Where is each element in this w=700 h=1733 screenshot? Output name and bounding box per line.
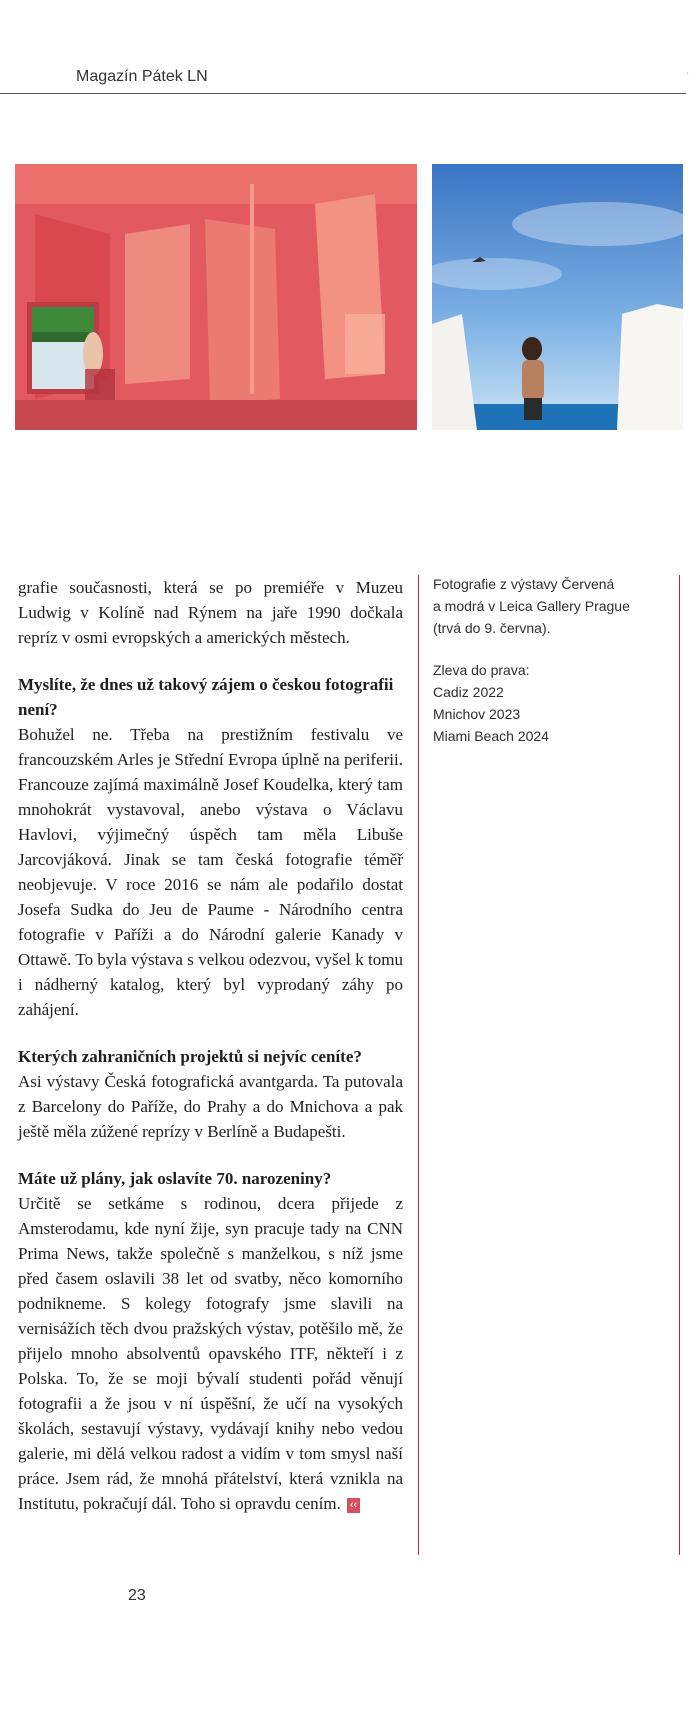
interview-answer-last <box>18 1191 403 1516</box>
caption-line: Miami Beach 2024 <box>433 728 549 744</box>
interview-question: Kterých zahraničních projektů si nejvíc ceníte? <box>18 1047 362 1066</box>
beach-blue-sky-photo <box>432 164 683 430</box>
corner-mark: ´ <box>686 72 690 83</box>
right-margin-rule <box>679 575 680 1555</box>
interview-question: Máte už plány, jak oslavíte 70. narozeniny? <box>18 1169 332 1188</box>
header-divider <box>0 93 686 94</box>
caption-line: Fotografie z výstavy Červená <box>433 576 615 592</box>
sidebar-divider <box>418 575 419 1555</box>
caption-line: Mnichov 2023 <box>433 706 521 722</box>
caption-line: Cadiz 2022 <box>433 684 504 700</box>
photo-caption <box>433 573 673 747</box>
article-body <box>18 575 403 1516</box>
end-of-article-icon: ‹‹ <box>347 1498 360 1513</box>
caption-line: Zleva do prava: <box>433 662 530 678</box>
caption-line: a modrá v Leica Gallery Prague <box>433 598 630 614</box>
red-interior-photo <box>15 164 417 430</box>
interview-question: Myslíte, že dnes už takový zájem o českou fotografii není? <box>18 675 394 719</box>
magazine-title: Magazín Pátek LN <box>76 68 208 85</box>
caption-line: (trvá do 9. června). <box>433 620 551 636</box>
interview-answer: Asi výstavy Česká fotografická avantgarda. Ta putovala z Barcelony do Paříže, do Prahy a do Mnichova a pak ještě měla zúžené reprízy v Berlíně a Budapešti. <box>18 1072 403 1141</box>
page-number: 23 <box>128 1587 146 1604</box>
interview-answer: Určitě se setkáme s rodinou, dcera přijede z Amsterodamu, kde nyní žije, syn pracuje tady na CNN Prima News, takže společně s manželkou, s níž jsme před časem oslavili 38 let od svatby, něco komorního podnikneme. S kolegy fotografy jsme slavili na vernisážích těch dvou pražských výstav, potěšilo mě, že přijelo mnoho absolventů opavského ITF, někteří i z Polska. To, že se moji bývalí studenti pořád věnují fotografii a že jsou v ní úspěšní, že učí na vysokých školách, sestavují výstavy, vydávají knihy nebo vedou galerie, mi dělá velkou radost a vidím v tom smysl naší práce. Jsem rád, že mnohá přátelství, která vznikla na Institutu, pokračují dál. Toho si opravdu cením. <box>18 1194 403 1513</box>
interview-answer: Bohužel ne. Třeba na prestižním festivalu ve francouzském Arles je Střední Evropa úplně na periferii. Francouze zajímá maximálně Josef Koudelka, který tam mnohokrát vystavoval, anebo výstava o Václavu Havlovi, výjimečný úspěch tam měla Libuše Jarcovjáková. Jinak se tam česká fotografie téměř neobjevuje. V roce 2016 se nám ale podařilo dostat Josefa Sudka do Jeu de Paume - Národního centra fotografie v Paříži a do Národní galerie Kanady v Ottawě. To byla výstava s velkou odezvou, vyšel k tomu i nádherný katalog, který byl vyprodaný záhy po zahájení. <box>18 725 403 1019</box>
article-intro: grafie současnosti, která se po premiéře v Muzeu Ludwig v Kolíně nad Rýnem na jaře 1990 dočkala repríz v osmi evropských a amerických městech. <box>18 578 403 647</box>
